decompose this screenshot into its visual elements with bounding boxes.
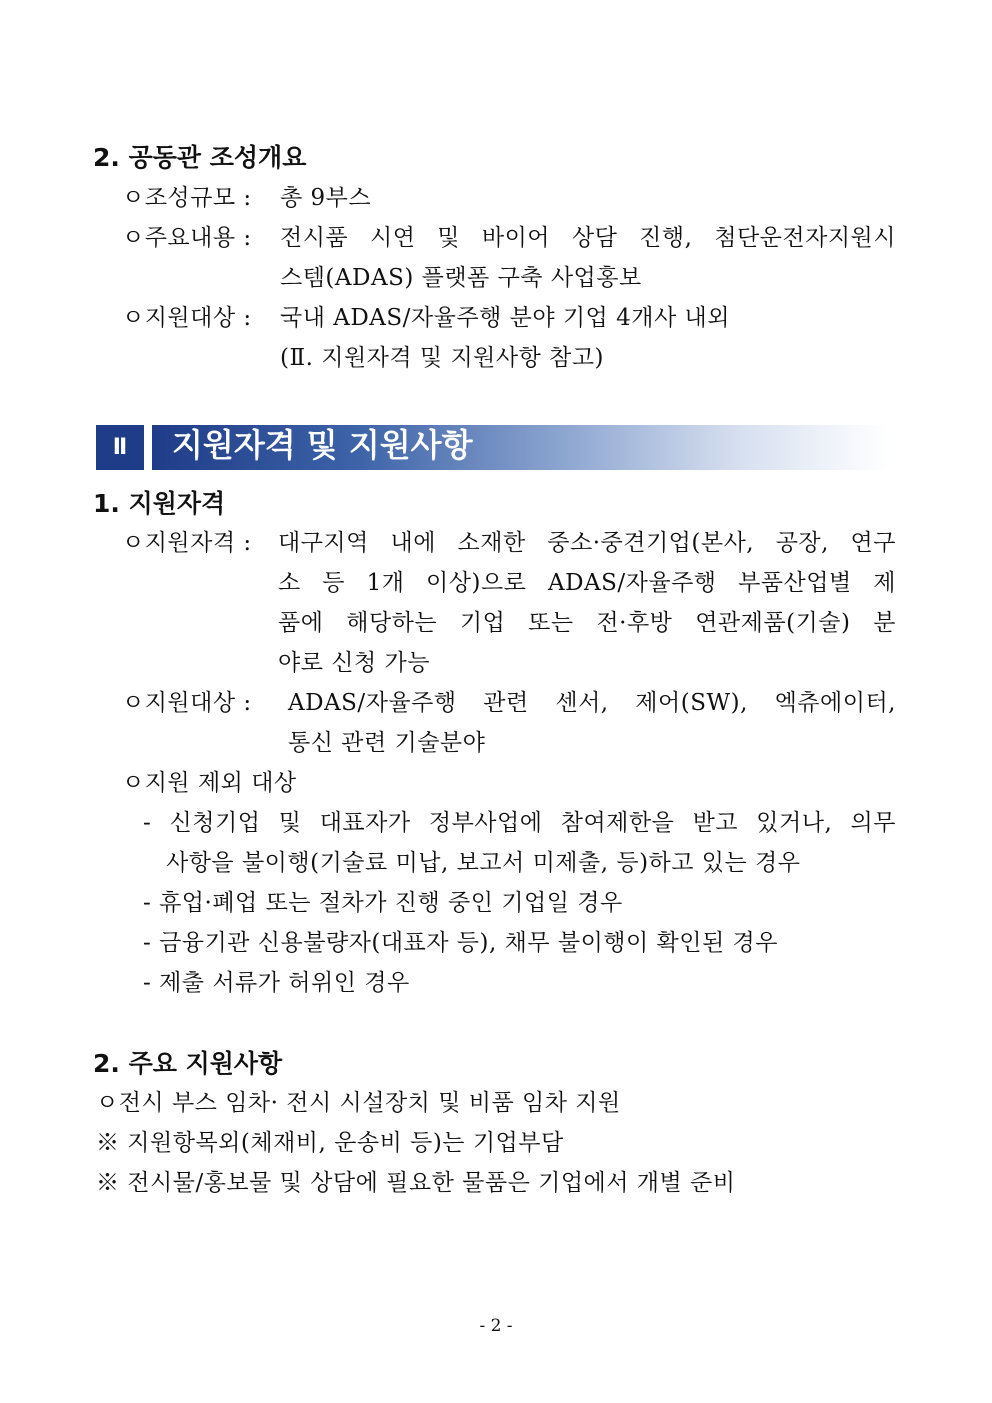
- note-company-burden: ※ 지원항목외(체재비, 운송비 등)는 기업부담: [96, 1130, 564, 1156]
- support-item-booth: ㅇ전시 부스 임차· 전시 시설장치 및 비품 임차 지원: [96, 1090, 621, 1116]
- exclusion-item-4: - 제출 서류가 허위인 경우: [143, 970, 410, 996]
- exclusion-item-1-line2: 사항을 불이행(기술료 미납, 보고서 미제출, 등)하고 있는 경우: [166, 850, 801, 876]
- section-heading-booth-overview: 2. 공동관 조성개요: [93, 143, 307, 172]
- eligibility-line3: 품에 해당하는 기업 또는 전·후방 연관제품(기술) 분: [278, 610, 896, 636]
- eligibility-line2: 소 등 1개 이상)으로 ADAS/자율주행 부품산업별 제: [278, 570, 896, 596]
- eligibility-line1: 대구지역 내에 소재한 중소·중견기업(본사, 공장, 연구: [278, 530, 896, 556]
- exclusion-item-1-line1: - 신청기업 및 대표자가 정부사업에 참여제한을 받고 있거나, 의무: [143, 810, 896, 836]
- eligibility-line4: 야로 신청 가능: [278, 650, 430, 676]
- bullet-text-scale: 총 9부스: [280, 185, 372, 211]
- bullet-text-content-line2: 스템(ADAS) 플랫폼 구축 사업홍보: [280, 265, 642, 291]
- support-target-line2: 통신 관련 기술분야: [288, 730, 486, 756]
- page-number: - 2 -: [479, 1316, 513, 1336]
- exclusion-item-2: - 휴업·폐업 또는 절차가 진행 중인 기업일 경우: [143, 890, 623, 916]
- bullet-text-content-line1: 전시품 시연 및 바이어 상담 진행, 첨단운전자지원시: [280, 225, 896, 251]
- bullet-label-content: ㅇ주요내용 :: [122, 225, 252, 251]
- subsection-heading-eligibility: 1. 지원자격: [93, 489, 226, 518]
- note-prepare-materials: ※ 전시물/홍보물 및 상담에 필요한 물품은 기업에서 개별 준비: [96, 1170, 736, 1196]
- bullet-label-eligibility: ㅇ지원자격 :: [122, 530, 252, 556]
- exclusion-item-3: - 금융기관 신용불량자(대표자 등), 채무 불이행이 확인된 경우: [143, 930, 778, 956]
- bullet-label-support-target: ㅇ지원대상 :: [122, 690, 252, 716]
- bullet-label-scale: ㅇ조성규모 :: [122, 185, 252, 211]
- support-target-line1: ADAS/자율주행 관련 센서, 제어(SW), 엑츄에이터,: [288, 690, 896, 716]
- bullet-text-target-line2: (Ⅱ. 지원자격 및 지원사항 참고): [280, 345, 605, 371]
- bullet-text-target-line1: 국내 ADAS/자율주행 분야 기업 4개사 내외: [280, 305, 730, 331]
- subsection-heading-main-support: 2. 주요 지원사항: [93, 1049, 283, 1078]
- section-title: 지원자격 및 지원사항: [172, 426, 473, 464]
- bullet-label-target: ㅇ지원대상 :: [122, 305, 252, 331]
- section-number-badge: Ⅱ: [96, 425, 144, 470]
- bullet-label-exclusions: ㅇ지원 제외 대상: [122, 770, 297, 796]
